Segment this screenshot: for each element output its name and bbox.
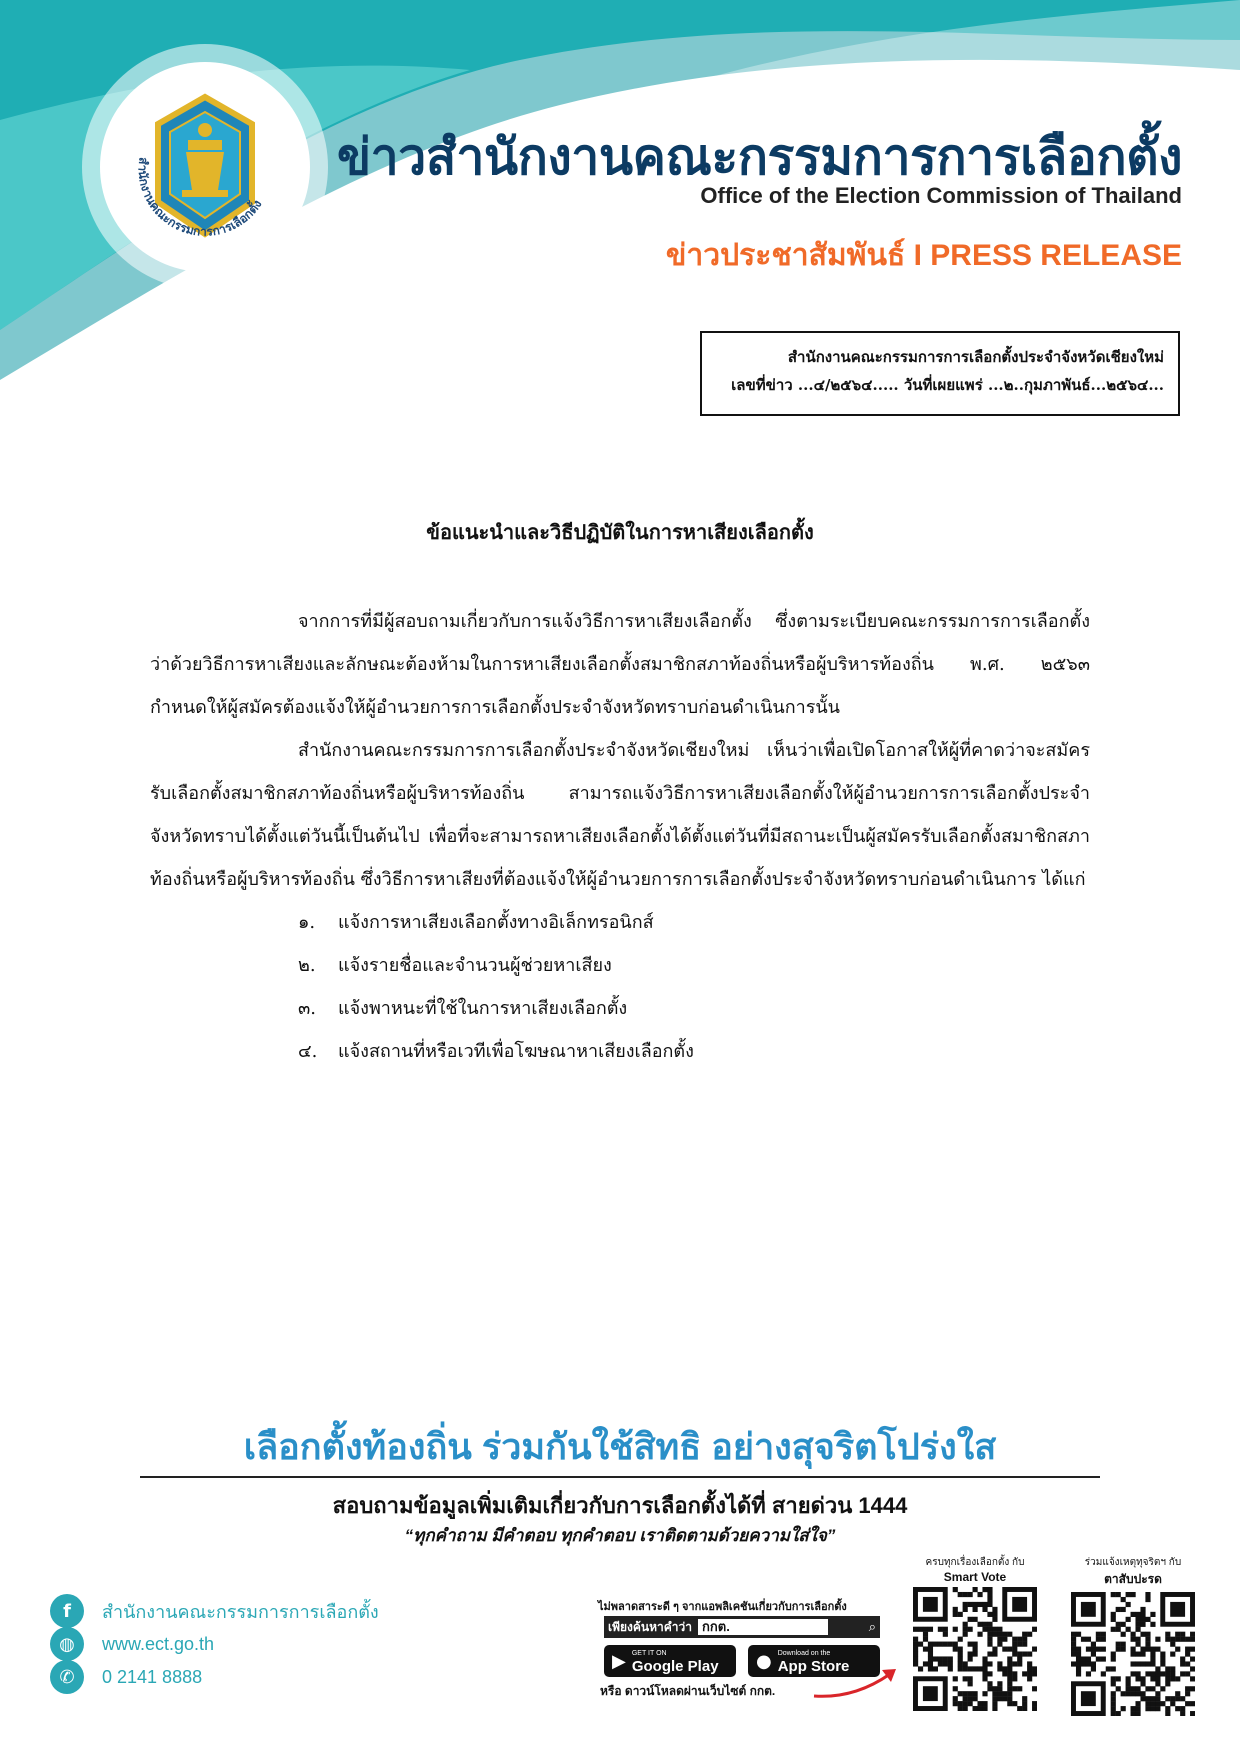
news-info-box xyxy=(700,331,1180,416)
motto-quote: “ทุกคำถาม มีคำตอบ ทุกคำตอบ เราติดตามด้วยความใส่ใจ” xyxy=(404,1526,836,1545)
list-number: ๑. xyxy=(298,912,316,933)
google-play-label: Google Play xyxy=(631,1657,719,1675)
press-release-label: ข่าวประชาสัมพันธ์ I PRESS RELEASE xyxy=(665,239,1182,272)
news-office-line: สำนักงานคณะกรรมการการเลือกตั้งประจำจังหวัดเชียงใหม่ xyxy=(787,348,1164,366)
list-text: แจ้งสถานที่หรือเวทีเพื่อโฆษณาหาเสียงเลือกตั้ง xyxy=(338,1041,694,1062)
org-title-english: Office of the Election Commission of Thailand xyxy=(700,183,1182,208)
qr-code-icon xyxy=(913,1587,1037,1711)
qr-app-name: Smart Vote xyxy=(943,1570,1007,1584)
phone-number[interactable]: 0 2141 8888 xyxy=(102,1666,203,1687)
list-text: แจ้งพาหนะที่ใช้ในการหาเสียงเลือกตั้ง xyxy=(338,998,628,1019)
website-download-note: หรือ ดาวน์โหลดผ่านเว็บไซต์ กกต. xyxy=(600,1684,776,1698)
contact-facebook[interactable] xyxy=(50,1594,379,1628)
arrow-icon xyxy=(812,1664,902,1704)
qr-caption: ร่วมแจ้งเหตุทุจริตฯ กับ xyxy=(1084,1557,1182,1568)
ect-seal xyxy=(100,62,310,272)
qr-ta-sapparot[interactable] xyxy=(1068,1555,1198,1716)
footer-divider xyxy=(140,1476,1100,1478)
paragraph-1: จากการที่มีผู้สอบถามเกี่ยวกับการแจ้งวิธีการหาเสียงเลือกตั้ง ซึ่งตามระเบียบคณะกรรมการการเลือกตั้งว่าด้วยวิธีการหาเสียงและลักษณะต้องห้ามในการหาเสียงเลือกตั้งสมาชิกสภาท้องถิ่นหรือผู้บริหารท้องถิ่น พ.ศ. ๒๕๖๓ กำหนดให้ผู้สมัครต้องแจ้งให้ผู้อำนวยการการเลือกตั้งประจำจังหวัดทราบก่อนดำเนินการนั้น xyxy=(150,611,1090,718)
app-caption: ไม่พลาดสาระดี ๆ จากแอพลิเคชันเกี่ยวกับการเลือกตั้ง xyxy=(598,1601,847,1613)
qr-code-icon xyxy=(1071,1592,1195,1716)
google-play-small: GET IT ON xyxy=(631,1649,667,1657)
facebook-page-name[interactable]: สำนักงานคณะกรรมการการเลือกตั้ง xyxy=(102,1601,379,1622)
search-label: เพียงค้นหาคำว่า xyxy=(608,1619,693,1634)
list-number: ๔. xyxy=(298,1041,318,1062)
google-play-badge[interactable] xyxy=(604,1645,736,1677)
list-number: ๒. xyxy=(298,955,316,976)
document-body xyxy=(150,600,1090,1073)
qr-caption: ครบทุกเรื่องเลือกตั้ง กับ xyxy=(925,1557,1025,1568)
app-search-bar xyxy=(604,1616,880,1638)
list-item xyxy=(298,1030,1090,1073)
app-store-label: App Store xyxy=(777,1657,850,1675)
contact-phone[interactable] xyxy=(50,1660,202,1694)
contact-website[interactable] xyxy=(50,1627,214,1661)
qr-smart-vote[interactable] xyxy=(910,1555,1040,1711)
org-title-thai: ข่าวสำนักงานคณะกรรมการการเลือกตั้ง xyxy=(336,129,1182,185)
app-store-small: Download on the xyxy=(777,1649,831,1657)
qr-app-name: ตาสับปะรด xyxy=(1104,1572,1162,1586)
list-text: แจ้งรายชื่อและจำนวนผู้ช่วยหาเสียง xyxy=(338,955,612,976)
news-number-date-line: เลขที่ข่าว ...๔/๒๕๖๔..... วันที่เผยแพร่ ...๒..กุมภาพันธ์...๒๕๖๔... xyxy=(731,376,1164,394)
seal-lettering xyxy=(100,62,310,272)
globe-icon: ◍ xyxy=(50,1627,84,1661)
google-play-icon: ▶ xyxy=(612,1650,626,1672)
website-link[interactable]: www.ect.go.th xyxy=(102,1633,215,1654)
search-icon: ⌕ xyxy=(868,1619,876,1635)
list-number: ๓. xyxy=(298,998,317,1019)
list-item xyxy=(298,901,1090,944)
election-slogan: เลือกตั้งท้องถิ่น ร่วมกันใช้สิทธิ อย่างสุจริตโปร่งใส xyxy=(243,1426,997,1467)
apple-icon: ● xyxy=(756,1650,772,1672)
requirement-list xyxy=(298,901,1090,1073)
list-text: แจ้งการหาเสียงเลือกตั้งทางอิเล็กทรอนิกส์ xyxy=(338,912,654,933)
list-item xyxy=(298,944,1090,987)
document-title: ข้อแนะนำและวิธีปฏิบัติในการหาเสียงเลือกตั้ง xyxy=(426,520,814,544)
search-keyword: กกต. xyxy=(698,1619,828,1635)
svg-text:สำนักงานคณะกรรมการการเลือกตั้ง: สำนักงานคณะกรรมการการเลือกตั้ง xyxy=(135,156,265,239)
phone-icon: ✆ xyxy=(50,1660,84,1694)
list-item xyxy=(298,987,1090,1030)
hotline-text: สอบถามข้อมูลเพิ่มเติมเกี่ยวกับการเลือกตั้งได้ที่ สายด่วน 1444 xyxy=(332,1493,908,1518)
facebook-icon: f xyxy=(50,1594,84,1628)
paragraph-2: สำนักงานคณะกรรมการการเลือกตั้งประจำจังหวัดเชียงใหม่ เห็นว่าเพื่อเปิดโอกาสให้ผู้ที่คาดว่าจะสมัครรับเลือกตั้งสมาชิกสภาท้องถิ่นหรือผู้บริหารท้องถิ่น สามารถแจ้งวิธีการหาเสียงเลือกตั้งให้ผู้อำนวยการการเลือกตั้งประจำจังหวัดทราบได้ตั้งแต่วันนี้เป็นต้นไป เพื่อที่จะสามารถหาเสียงเลือกตั้งได้ตั้งแต่วันที่มีสถานะเป็นผู้สมัครรับเลือกตั้งสมาชิกสภาท้องถิ่นหรือผู้บริหารท้องถิ่น ซึ่งวิธีการหาเสียงที่ต้องแจ้งให้ผู้อำนวยการการเลือกตั้งประจำจังหวัดทราบก่อนดำเนินการ ได้แก่ xyxy=(150,740,1090,890)
